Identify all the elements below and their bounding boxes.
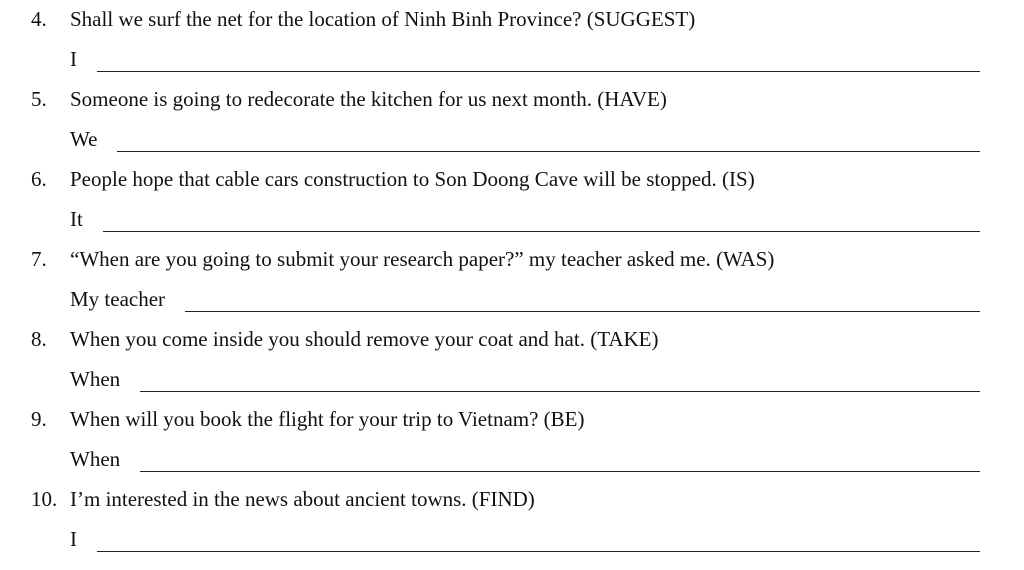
answer-prefix: We <box>70 127 98 151</box>
answer-prefix: When <box>70 447 121 471</box>
exercise-number: 4. <box>31 7 47 31</box>
exercise-5 <box>0 80 1024 160</box>
answer-line <box>140 471 980 472</box>
answer-row <box>70 126 980 154</box>
exercise-question: People hope that cable cars construction to Son Doong Cave will be stopped. (IS) <box>70 167 755 191</box>
exercise-4 <box>0 0 1024 80</box>
answer-line <box>103 231 980 232</box>
answer-line <box>185 311 980 312</box>
exercise-number: 6. <box>31 167 47 191</box>
exercise-7 <box>0 240 1024 320</box>
answer-prefix: I <box>70 527 77 551</box>
answer-row <box>70 526 980 554</box>
exercise-number: 9. <box>31 407 47 431</box>
answer-prefix: My teacher <box>70 287 166 311</box>
answer-line <box>97 71 980 72</box>
answer-row <box>70 446 980 474</box>
exercise-number: 10. <box>31 487 58 511</box>
answer-prefix: It <box>70 207 83 231</box>
answer-row <box>70 46 980 74</box>
answer-line <box>117 151 980 152</box>
exercise-question: Shall we surf the net for the location of Ninh Binh Province? (SUGGEST) <box>70 7 696 31</box>
answer-line <box>97 551 980 552</box>
answer-line <box>140 391 980 392</box>
exercise-question: “When are you going to submit your research paper?” my teacher asked me. (WAS) <box>70 247 775 271</box>
exercise-number: 5. <box>31 87 47 111</box>
exercise-10 <box>0 480 1024 560</box>
answer-row <box>70 286 980 314</box>
exercise-9 <box>0 400 1024 480</box>
exercise-question: Someone is going to redecorate the kitchen for us next month. (HAVE) <box>70 87 667 111</box>
exercise-number: 7. <box>31 247 47 271</box>
exercise-question: When you come inside you should remove your coat and hat. (TAKE) <box>70 327 659 351</box>
answer-row <box>70 206 980 234</box>
exercise-6 <box>0 160 1024 240</box>
exercise-8 <box>0 320 1024 400</box>
answer-row <box>70 366 980 394</box>
exercise-number: 8. <box>31 327 47 351</box>
exercise-question: I’m interested in the news about ancient towns. (FIND) <box>70 487 535 511</box>
answer-prefix: When <box>70 367 121 391</box>
exercise-question: When will you book the flight for your trip to Vietnam? (BE) <box>70 407 585 431</box>
answer-prefix: I <box>70 47 77 71</box>
